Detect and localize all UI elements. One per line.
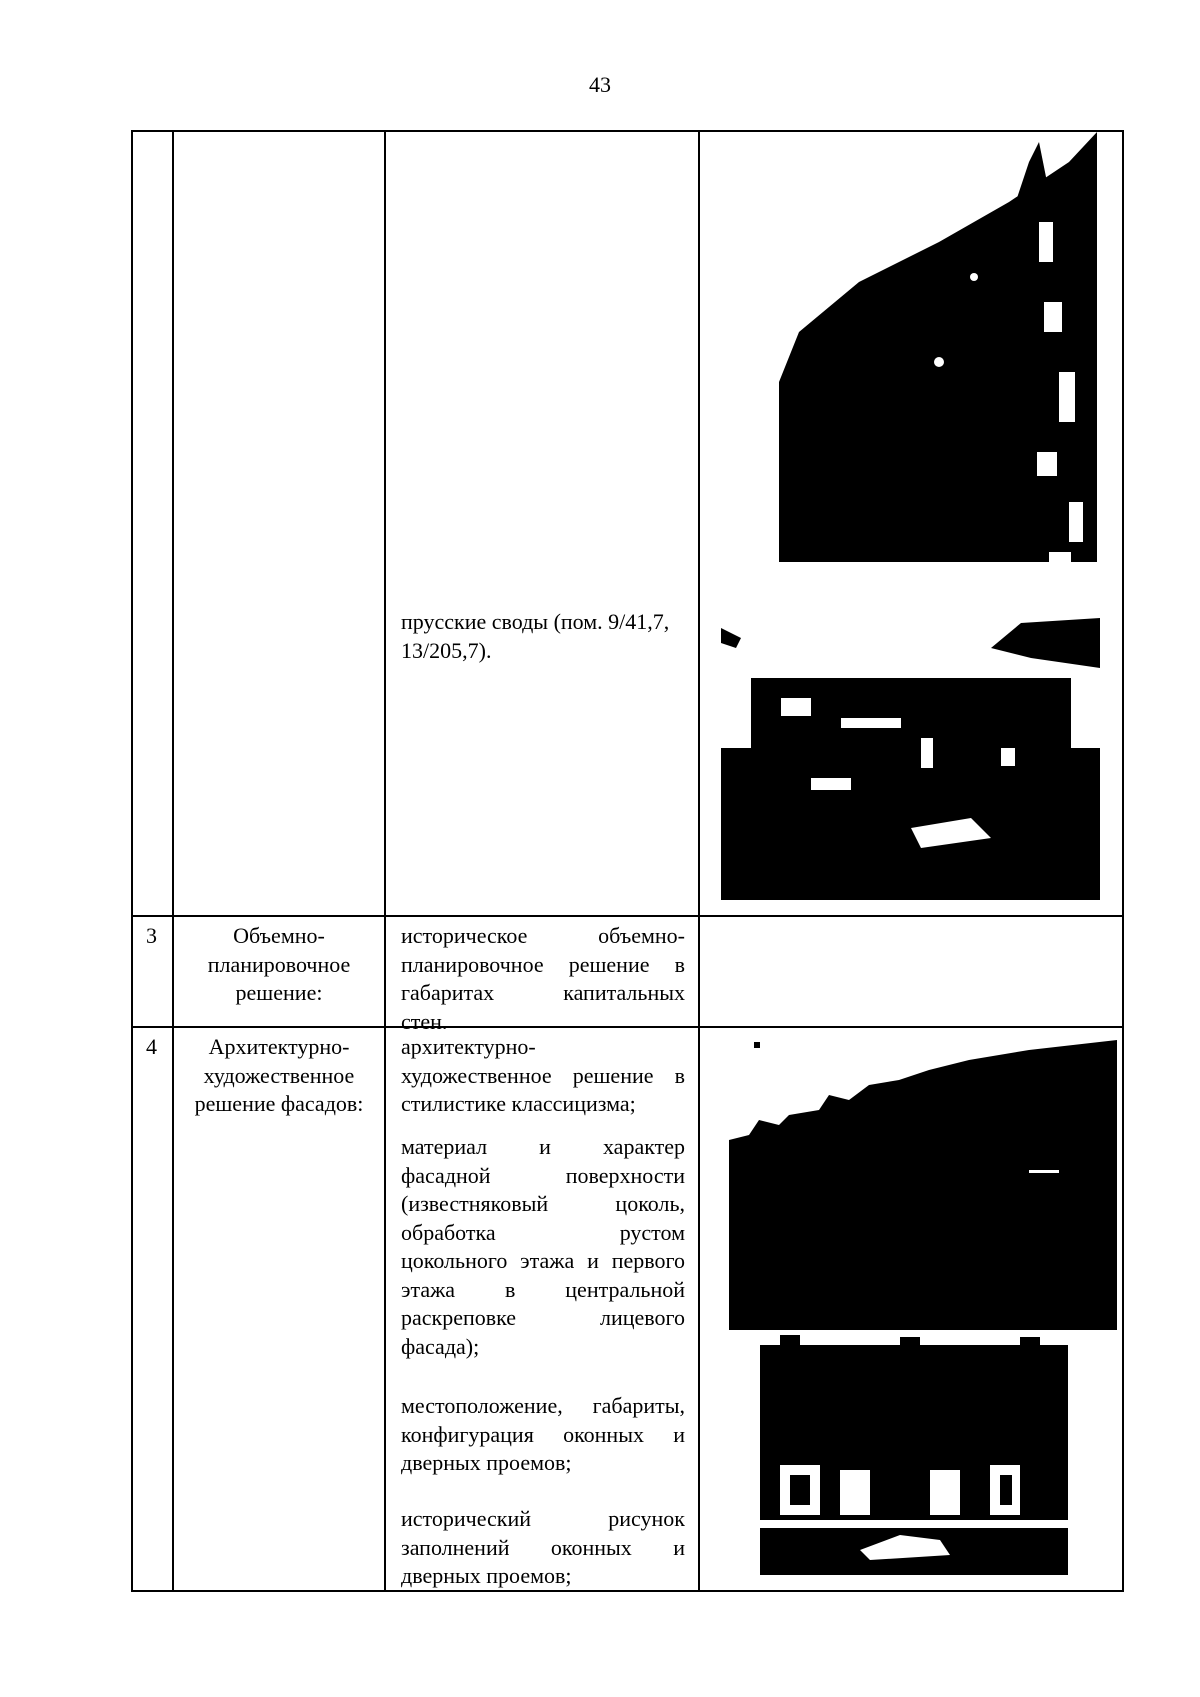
table-border-left: [131, 130, 133, 1592]
row4-paragraph-1: [401, 1033, 685, 1119]
text-line: этажа в центральной: [401, 1276, 685, 1302]
text-line: заполнений оконных и: [401, 1534, 685, 1560]
text-line: планировочное решение в: [401, 951, 685, 977]
page-number: 43: [589, 72, 611, 97]
text-line: габаритах капитальных: [401, 980, 685, 1005]
row4-name: [174, 1033, 384, 1119]
row3-name: [174, 922, 384, 1008]
text-line: художественное: [203, 1062, 355, 1088]
text-line: исторический рисунок: [401, 1506, 685, 1531]
table-border-right: [1122, 130, 1124, 1592]
facade-front-photo: [760, 1335, 1068, 1575]
column-divider-1: [172, 130, 174, 1592]
text-line: 13/205,7).: [401, 637, 492, 663]
text-line: Объемно-: [233, 923, 325, 948]
row4-paragraph-2: [401, 1133, 685, 1361]
row-divider-1: [131, 915, 1124, 917]
row3-number: 3: [146, 923, 157, 948]
text-line: материал и характер: [401, 1134, 685, 1159]
monument-table: [131, 130, 1124, 1592]
text-line: историческое объемно-: [401, 923, 685, 948]
text-line: цокольного этажа и первого: [401, 1248, 685, 1273]
column-divider-3: [698, 130, 700, 1592]
row3-description: [401, 922, 685, 1036]
text-line: фасадной поверхности: [401, 1162, 685, 1188]
row4-number: 4: [146, 1034, 157, 1059]
text-line: художественное решение в: [401, 1062, 685, 1088]
text-line: (известняковый цоколь,: [401, 1191, 685, 1216]
column-divider-2: [384, 130, 386, 1592]
text-line: конфигурация оконных и: [401, 1421, 685, 1447]
text-line: местоположение, габариты,: [401, 1393, 685, 1418]
text-line: стен.: [401, 1008, 448, 1034]
text-line: стилистике классицизма;: [401, 1091, 636, 1116]
text-line: раскреповке лицевого: [401, 1305, 685, 1330]
vault-interior-photo: [721, 618, 1100, 900]
text-line: архитектурно-: [401, 1034, 536, 1059]
text-line: решение фасадов:: [194, 1091, 364, 1116]
text-line: прусские своды (пом. 9/41,7,: [401, 609, 670, 634]
text-line: фасада);: [401, 1333, 480, 1359]
text-line: планировочное: [207, 951, 351, 977]
text-line: дверных проемов;: [401, 1450, 572, 1475]
row4-paragraph-4: [401, 1505, 685, 1591]
text-line: Архитектурно-: [208, 1034, 350, 1059]
row4-paragraph-3: [401, 1392, 685, 1478]
row1-description: [401, 608, 685, 665]
facade-perspective-photo: [729, 1040, 1117, 1340]
text-line: решение:: [235, 980, 323, 1005]
vault-ceiling-photo: [739, 132, 1097, 590]
text-line: обработка рустом: [401, 1219, 685, 1245]
text-line: дверных проемов;: [401, 1563, 572, 1588]
